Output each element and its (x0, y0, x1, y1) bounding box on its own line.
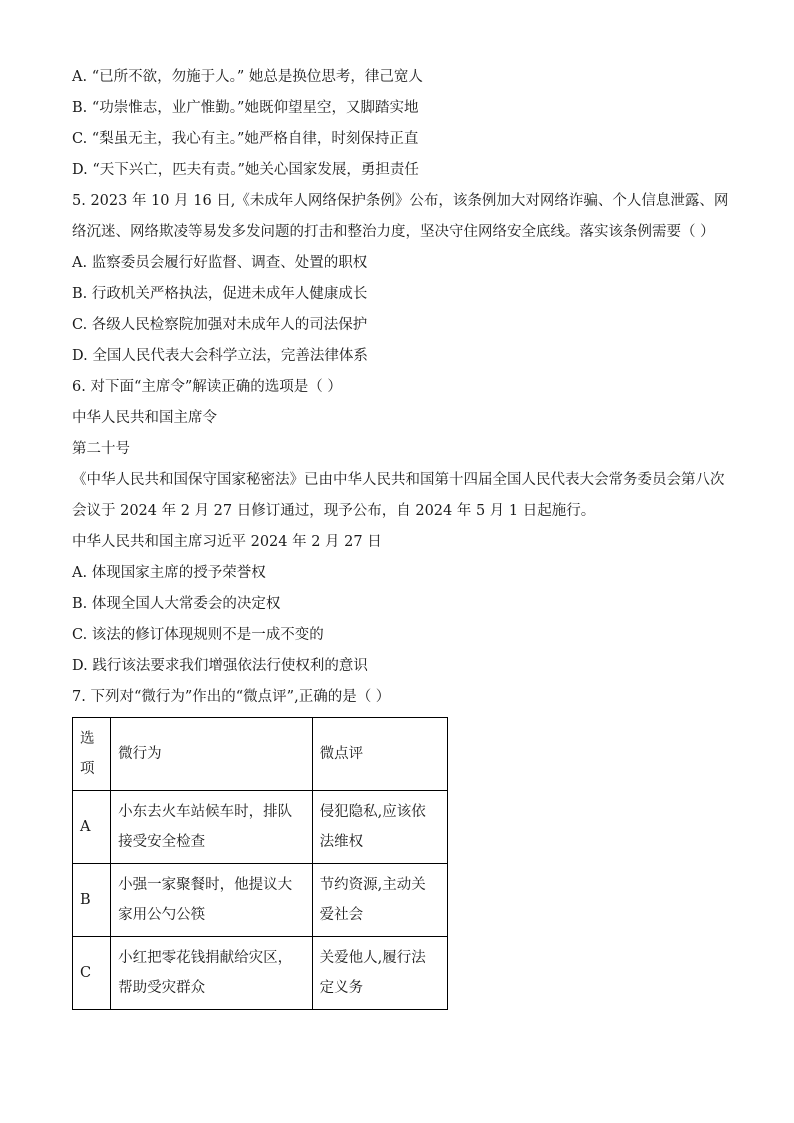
q6-stem: 6. 对下面“主席令”解读正确的选项是（ ） (72, 379, 342, 395)
q6-option-a: A. 体现国家主席的授予荣誉权 (72, 565, 266, 581)
q4-option-d: D. “天下兴亡，匹夫有责。”她关心国家发展，勇担责任 (72, 162, 419, 178)
q6-option-b: B. 体现全国人大常委会的决定权 (72, 596, 281, 612)
q7-stem: 7. 下列对“微行为”作出的“微点评”,正确的是（ ） (72, 689, 391, 705)
table-row (73, 864, 448, 937)
row-comment: 节约资源,主动关爱社会 (312, 864, 447, 937)
q5-stem: 5. 2023 年 10 月 16 日,《未成年人网络保护条例》公布，该条例加大对网络诈骗、个人信息泄露、网络沉迷、网络欺凌等易发多发问题的打击和整治力度，坚决守住网络安全底线。落实该条例需要（ ） (72, 193, 729, 240)
row-comment: 关爱他人,履行法定义务 (312, 937, 447, 1010)
q6-option-d: D. 践行该法要求我们增强依法行使权利的意识 (72, 658, 368, 674)
row-option: C (73, 937, 111, 1010)
table-header-row (73, 718, 448, 791)
table-row (73, 791, 448, 864)
question-5 (72, 186, 732, 372)
decree-title: 中华人民共和国主席令 (72, 410, 217, 426)
decree-number: 第二十号 (72, 441, 130, 457)
q5-option-d: D. 全国人民代表大会科学立法，完善法律体系 (72, 348, 368, 364)
row-comment: 侵犯隐私,应该依法维权 (312, 791, 447, 864)
row-behavior: 小红把零花钱捐献给灾区，帮助受灾群众 (111, 937, 313, 1010)
q4-option-b: B. “功崇惟志，业广惟勤。”她既仰望星空，又脚踏实地 (72, 100, 419, 116)
question-7 (72, 682, 732, 1010)
decree-body: 《中华人民共和国保守国家秘密法》已由中华人民共和国第十四届全国人民代表大会常务委员会第八次会议于 2024 年 2 月 27 日修订通过，现予公布，自 2024 年 5 月 1 日起施行。 (72, 472, 725, 519)
q4-option-c: C. “梨虽无主，我心有主。”她严格自律，时刻保持正直 (72, 131, 419, 147)
q5-option-c: C. 各级人民检察院加强对未成年人的司法保护 (72, 317, 368, 333)
row-option: A (73, 791, 111, 864)
q5-option-a: A. 监察委员会履行好监督、调查、处置的职权 (72, 255, 368, 271)
q4-options (72, 62, 732, 186)
header-micro-comment: 微点评 (312, 718, 447, 791)
q4-option-a: A. “已所不欲，勿施于人。” 她总是换位思考，律己宽人 (72, 69, 423, 85)
exam-page (72, 62, 732, 1010)
row-option: B (73, 864, 111, 937)
row-behavior: 小强一家聚餐时，他提议大家用公勺公筷 (111, 864, 313, 937)
row-behavior: 小东去火车站候车时，排队接受安全检查 (111, 791, 313, 864)
q6-option-c: C. 该法的修订体现规则不是一成不变的 (72, 627, 324, 643)
header-option: 选项 (73, 718, 111, 791)
table-row (73, 937, 448, 1010)
q5-option-b: B. 行政机关严格执法，促进未成年人健康成长 (72, 286, 368, 302)
header-micro-behavior: 微行为 (111, 718, 313, 791)
decree-signature: 中华人民共和国主席习近平 2024 年 2 月 27 日 (72, 534, 382, 550)
question-6 (72, 372, 732, 682)
q7-table (72, 717, 448, 1010)
